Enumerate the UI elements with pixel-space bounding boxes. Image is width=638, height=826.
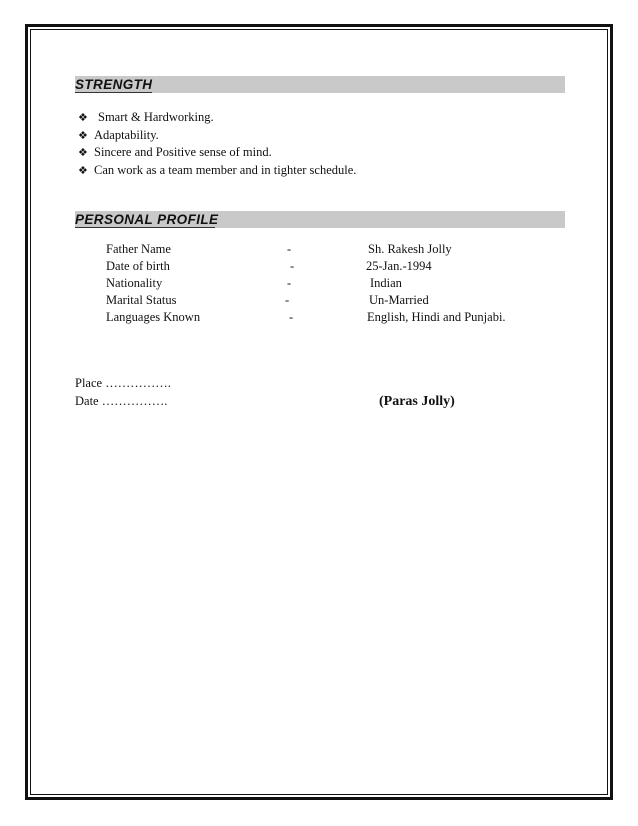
profile-label: Date of birth [106,259,170,273]
profile-value: English, Hindi and Punjabi. [367,310,506,324]
profile-value: Sh. Rakesh Jolly [368,242,452,256]
list-item: ❖ Sincere and Positive sense of mind. [78,144,356,162]
profile-value: 25-Jan.-1994 [366,259,432,273]
list-item: ❖ Can work as a team member and in tighter schedule. [78,162,356,180]
profile-separator: - [287,276,292,290]
profile-separator: - [289,310,294,324]
profile-row-father-name [106,241,566,258]
profile-label: Languages Known [106,310,201,324]
strength-heading-text: STRENGTH [75,77,153,92]
personal-profile-heading [75,211,565,228]
personal-profile-heading-text: PERSONAL PROFILE [75,212,219,227]
strength-heading-underline [75,92,152,93]
profile-row-date-of-birth [106,258,566,275]
signature-name: (Paras Jolly) [379,394,455,409]
diamond-bullet-icon: ❖ [78,111,88,124]
profile-row-marital-status [106,292,566,309]
strength-heading [75,76,565,93]
profile-row-languages-known [106,309,566,326]
profile-separator: - [285,293,290,307]
personal-profile-heading-underline [75,227,215,228]
profile-value: Un-Married [369,293,429,307]
diamond-bullet-icon: ❖ [78,128,88,142]
diamond-bullet-icon: ❖ [78,146,88,159]
profile-separator: - [287,242,292,256]
diamond-bullet-icon: ❖ [78,163,88,177]
profile-separator: - [290,259,295,273]
profile-label: Marital Status [106,293,177,307]
list-item: ❖ Adaptability. [78,127,356,145]
strength-list [78,109,356,179]
profile-value: Indian [370,276,402,290]
place-line: Place ……………. [75,376,171,390]
profile-label: Nationality [106,276,163,290]
profile-row-nationality [106,275,566,292]
profile-label: Father Name [106,242,171,256]
date-line: Date ……………. [75,394,168,408]
list-item: ❖ Smart & Hardworking. [78,109,356,127]
